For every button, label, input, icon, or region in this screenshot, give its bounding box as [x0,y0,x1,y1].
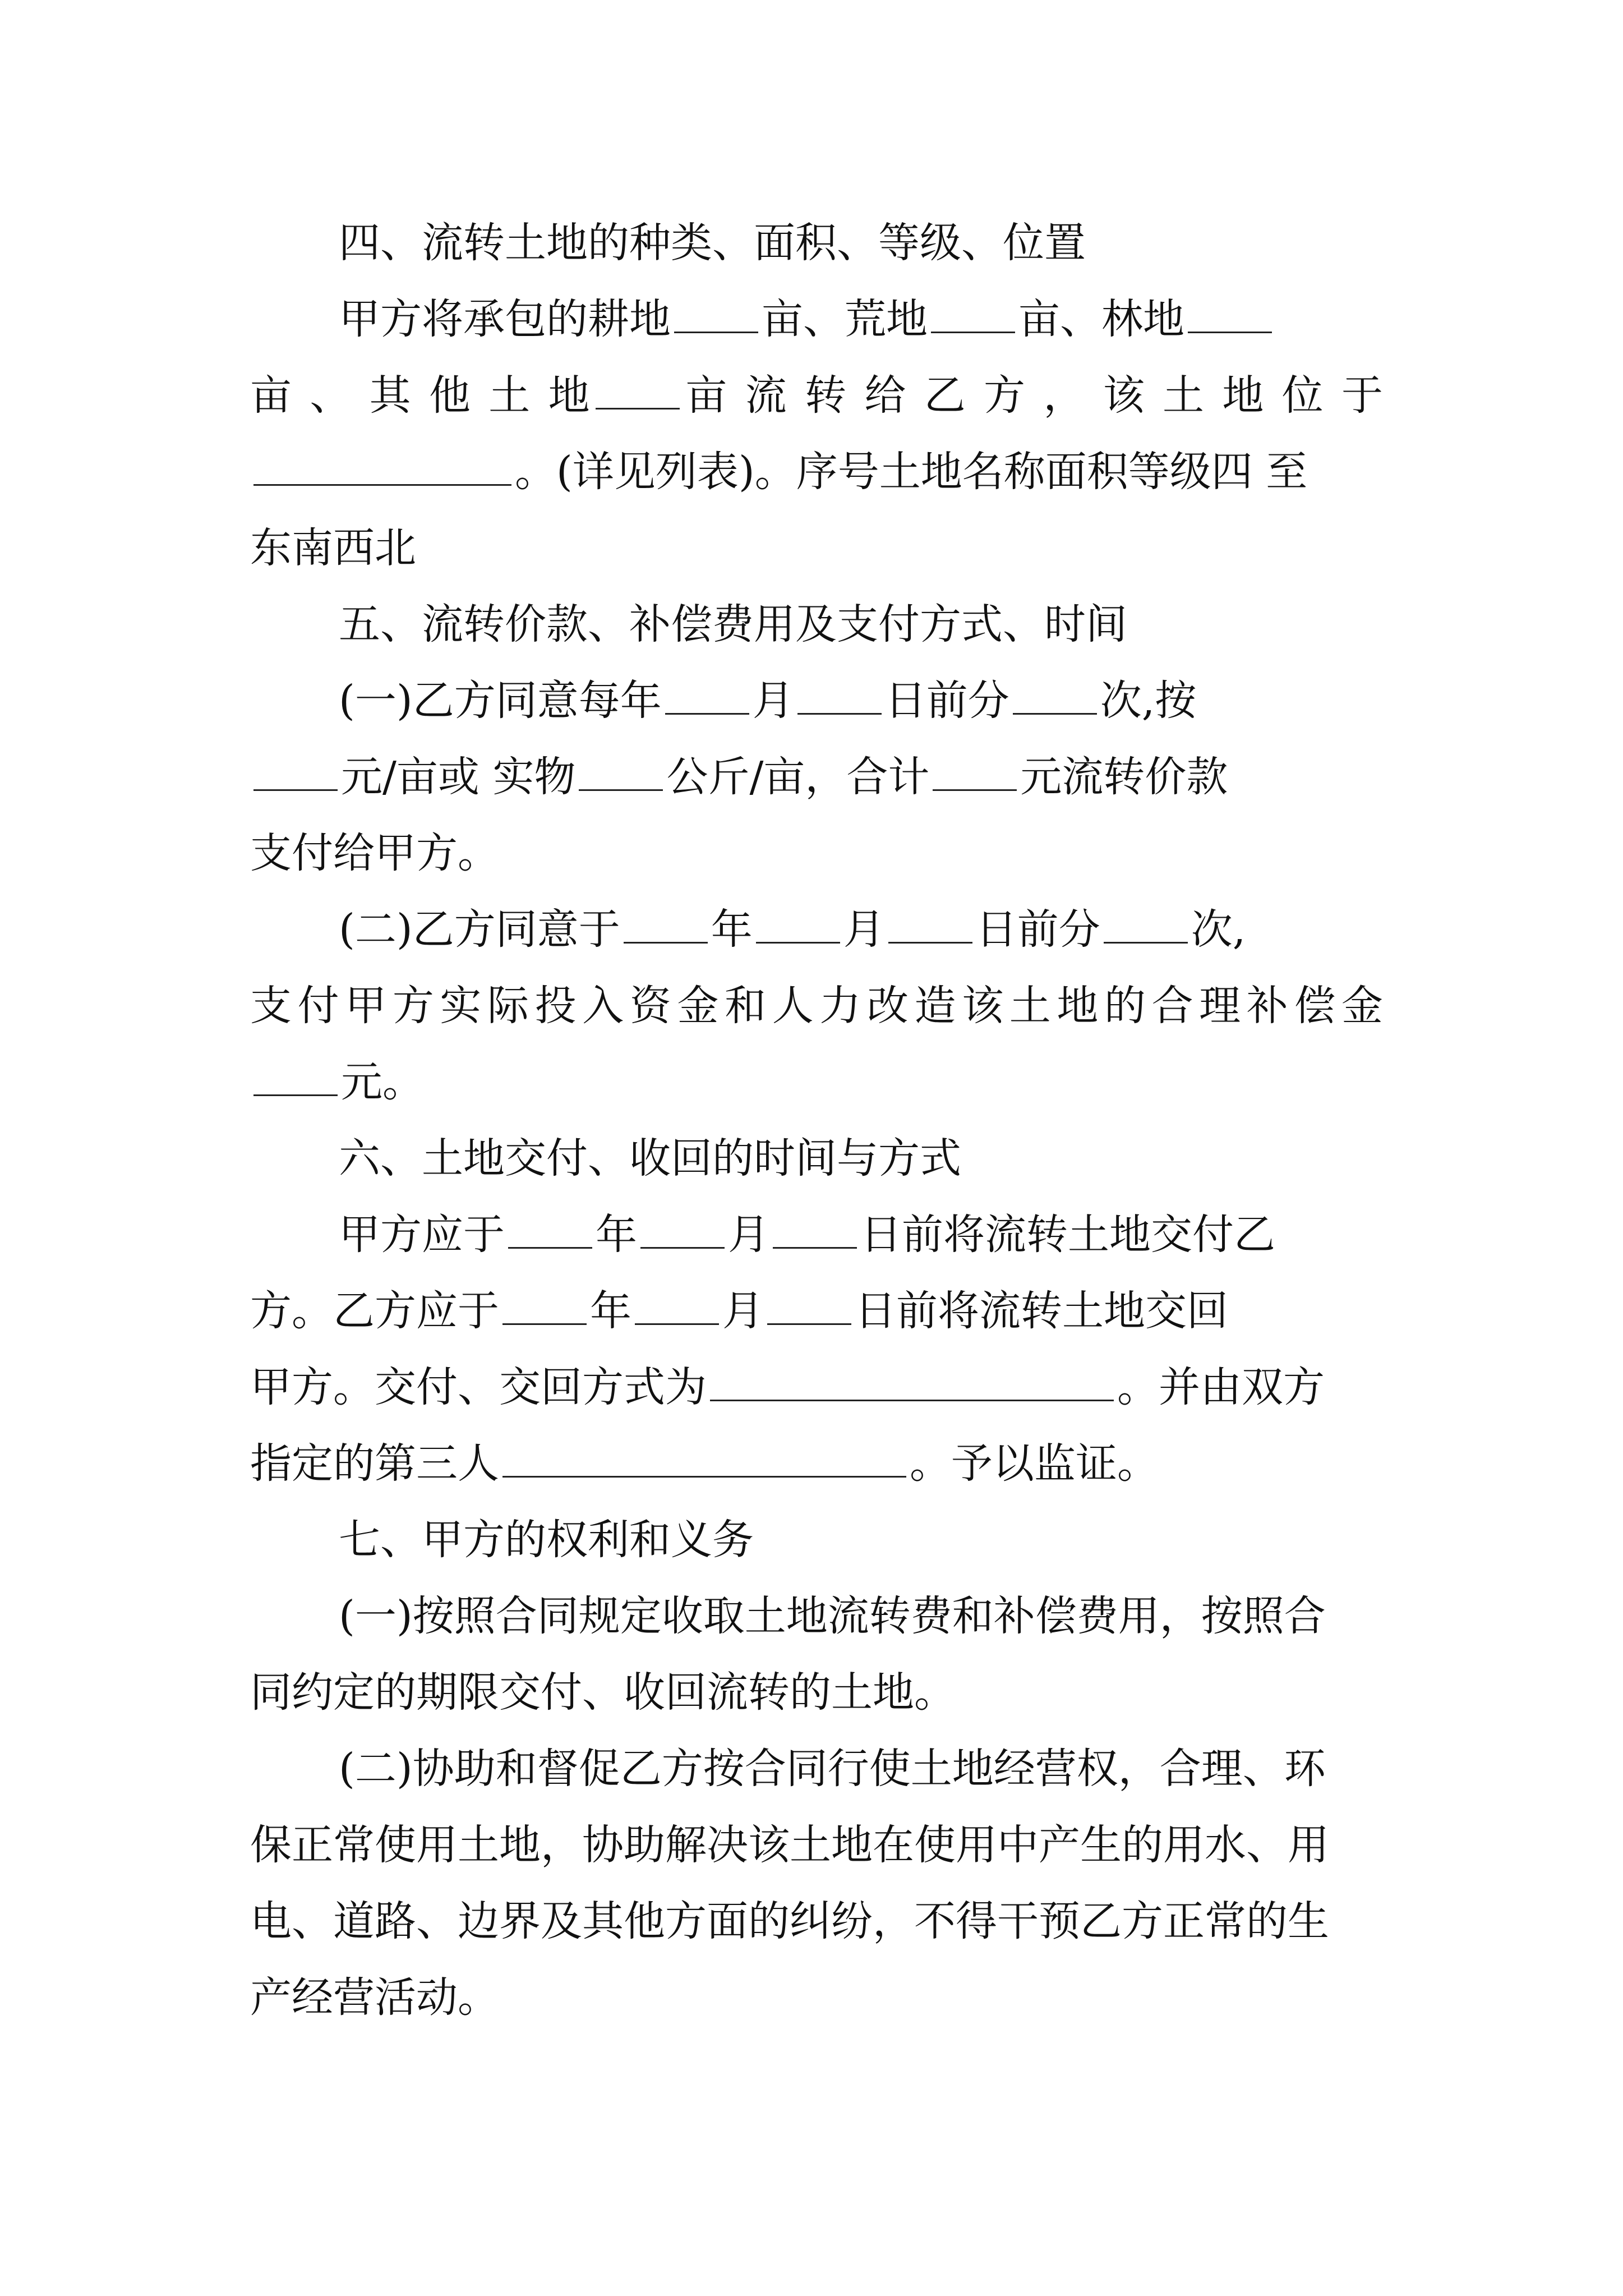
text-segment: 年 [711,905,753,954]
text-segment: 元流转价款 [1020,753,1228,801]
text-segment: 月 [722,1287,764,1335]
blank-field [756,903,840,944]
text-segment: 亩、荒地 [762,295,928,343]
text-segment: 。予以监证。 [910,1439,1159,1488]
text-segment: (一)乙方同意每年 [339,677,662,725]
text-line-sec4-l4 [250,510,1383,586]
text-segment: 月 [752,677,794,725]
blank-field [797,674,882,715]
blank-field [767,1284,851,1325]
text-segment: 次, [1191,905,1246,954]
blank-field [635,1284,719,1325]
blank-field [773,1208,857,1249]
text-segment: 支付给甲方。 [250,829,499,877]
text-line-sec7-1-l1 [250,1578,1383,1654]
text-segment: 月 [843,905,885,954]
text-line-sec4-l2 [250,357,1383,434]
text-line-sec7-2-l1 [250,1731,1383,1807]
blank-field [710,1360,1114,1401]
blank-field [502,1437,906,1478]
text-line-sec5-1-l3 [250,815,1383,891]
text-segment: 次,按 [1100,677,1197,725]
text-segment: 方。乙方应于 [250,1287,499,1335]
blank-field [674,292,758,333]
text-segment: 产经营活动。 [250,1973,499,2022]
text-segment: 保正常使用土地，协助解决该土地在使用中产生的用水、用 [250,1821,1329,1869]
text-segment: 指定的第三人 [250,1439,499,1488]
text-segment: 支付甲方实际投入资金和人力改造该土地的合理补偿金 [250,982,1383,1030]
text-segment: 月 [728,1211,769,1259]
text-segment: 元/亩或 实物 [341,753,576,801]
blank-field [933,750,1017,791]
text-line-sec5-1-l1 [250,662,1383,739]
text-segment: 甲方。交付、交回方式为 [250,1363,707,1411]
text-line-sec5-2-l1 [250,891,1383,968]
blank-field [579,750,663,791]
text-line-sec7-2-l4 [250,1959,1383,2036]
blank-field [624,903,708,944]
text-segment: 。(详见列表)。序号土地名称面积等级四 至 [515,448,1308,496]
text-segment: 元。 [341,1058,424,1106]
text-segment: 年 [590,1287,631,1335]
text-segment: 亩 流 转 给 乙 方 ， 该 土 地 位 于 [683,371,1383,420]
text-line-sec7-1-l2 [250,1654,1383,1731]
blank-field [931,292,1015,333]
text-segment: 四、流转土地的种类、面积、等级、位置 [339,219,1086,267]
blank-field [253,445,511,486]
text-segment: (二)协助和督促乙方按合同行使土地经营权，合理、环 [339,1745,1326,1793]
text-segment: 甲方应于 [339,1211,505,1259]
text-segment: 日前将流转土地交回 [855,1287,1228,1335]
text-segment: 日前分 [884,677,1009,725]
text-segment: 亩、林地 [1018,295,1184,343]
blank-field [253,750,338,791]
text-segment: 公斤/亩，合计 [666,753,930,801]
text-line-sec6-l1 [250,1197,1383,1273]
text-line-sec5-2-l3 [250,1044,1383,1120]
blank-field [502,1284,587,1325]
text-segment: 东南西北 [250,524,416,572]
contract-body [250,205,1383,2036]
text-segment: (一)按照合同规定收取土地流转费和补偿费用，按照合 [339,1592,1326,1640]
text-line-sec6-l3 [250,1349,1383,1425]
text-segment: 六、土地交付、收回的时间与方式 [339,1134,961,1182]
text-line-sec5-heading [250,586,1383,662]
text-segment: (二)乙方同意于 [339,905,620,954]
blank-field [640,1208,725,1249]
text-line-sec6-heading [250,1120,1383,1197]
text-line-sec7-2-l2 [250,1807,1383,1883]
text-segment: 。并由双方 [1117,1363,1325,1411]
blank-field [1013,674,1097,715]
blank-field [1188,292,1272,333]
text-line-sec5-2-l2 [250,968,1383,1044]
text-line-sec6-l4 [250,1425,1383,1502]
text-segment: 日前分 [975,905,1100,954]
text-segment: 七、甲方的权利和义务 [339,1516,754,1564]
text-line-sec7-2-l3 [250,1883,1383,1959]
text-segment: 甲方将承包的耕地 [339,295,671,343]
text-line-sec4-heading [250,205,1383,281]
blank-field [665,674,749,715]
text-line-sec6-l2 [250,1273,1383,1349]
text-line-sec4-l3 [250,434,1383,510]
blank-field [253,1055,338,1096]
blank-field [596,369,680,409]
text-segment: 亩 、 其 他 土 地 [250,371,593,420]
text-line-sec5-1-l2 [250,739,1383,815]
text-line-sec7-heading [250,1502,1383,1578]
text-segment: 年 [596,1211,637,1259]
blank-field [1104,903,1188,944]
text-segment: 五、流转价款、补偿费用及支付方式、时间 [339,600,1127,648]
text-segment: 电、道路、边界及其他方面的纠纷，不得干预乙方正常的生 [250,1897,1329,1945]
text-segment: 日前将流转土地交付乙 [860,1211,1275,1259]
blank-field [888,903,972,944]
text-line-sec4-l1 [250,281,1383,357]
blank-field [508,1208,592,1249]
text-segment: 同约定的期限交付、收回流转的土地。 [250,1668,956,1717]
